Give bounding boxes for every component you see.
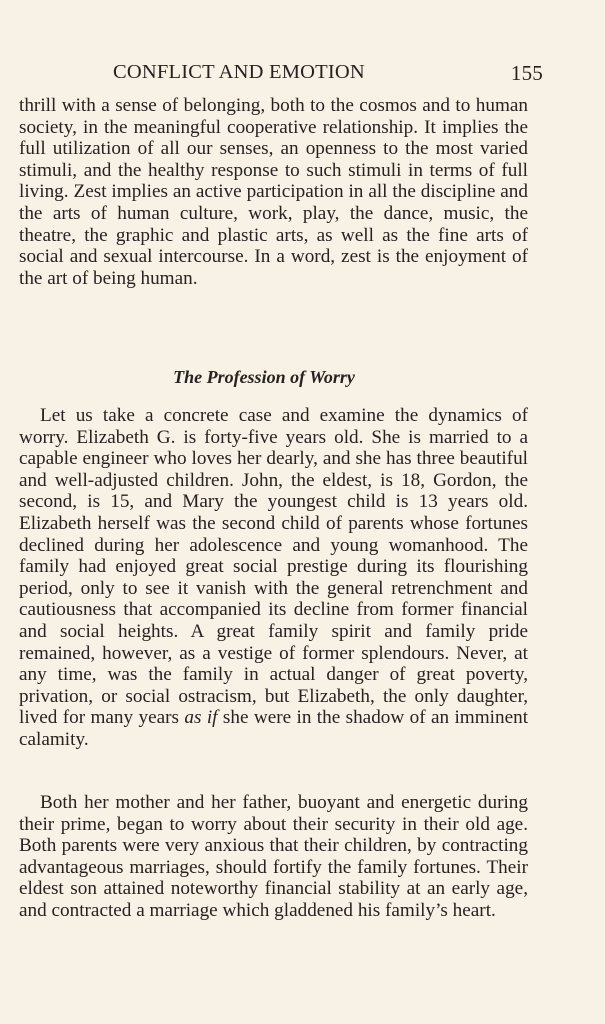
case-paragraph-ending: she were in the shadow of an imminent calamity.	[19, 707, 529, 750]
running-header	[113, 58, 543, 86]
parents-paragraph: Both her mother and her father, buoyant and energetic during their prime, began to worry about their security in their old age. Both parents were very anxious that their children, by contracting advantageous marriages, should fortify the family fortunes. Their eldest son attained noteworthy financial stability at an early age, and contracted a marriage which gladdened his family’s heart.	[19, 792, 528, 921]
page-number: 155	[510, 61, 543, 85]
case-paragraph-emphasis: as if	[184, 707, 218, 729]
case-paragraph-main-text: Let us take a concrete case and examine the dynamics of worry. Elizabeth G. is forty-five years old. She is married to a capable engineer who loves her dearly, and she has three beautiful and well-adjusted children. John, the eldest, is 18, Gordon, the second, is 15, and Mary the youngest child is 13 years old. Elizabeth herself was the second child of parents whose fortunes declined during her adolescence and young womanhood. The family had enjoyed great social prestige during its flourishing period, only to see it vanish with the general retrenchment and cautiousness that accompanied its decline from former financial and social heights. A great family spirit and family pride remained, however, as a vestige of former splendours. Never, at any time, was the family in actual danger of great poverty, privation, or social ostracism, but Elizabeth, the only daughter, lived for many years	[19, 405, 528, 729]
section-heading: The Profession of Worry	[173, 367, 355, 387]
case-paragraph	[19, 405, 528, 751]
running-title: CONFLICT AND EMOTION	[113, 61, 365, 83]
opening-paragraph: thrill with a sense of belonging, both to the cosmos and to human society, in the meaningful cooperative relationship. It implies the full utilization of all our senses, an openness to the most varied stimuli, and the healthy response to such stimuli in terms of full living. Zest implies an active participation in all the discipline and the arts of human culture, work, play, the dance, music, the theatre, the graphic and plastic arts, as well as the fine arts of social and sexual intercourse. In a word, zest is the enjoyment of the art of being human.	[19, 95, 528, 289]
